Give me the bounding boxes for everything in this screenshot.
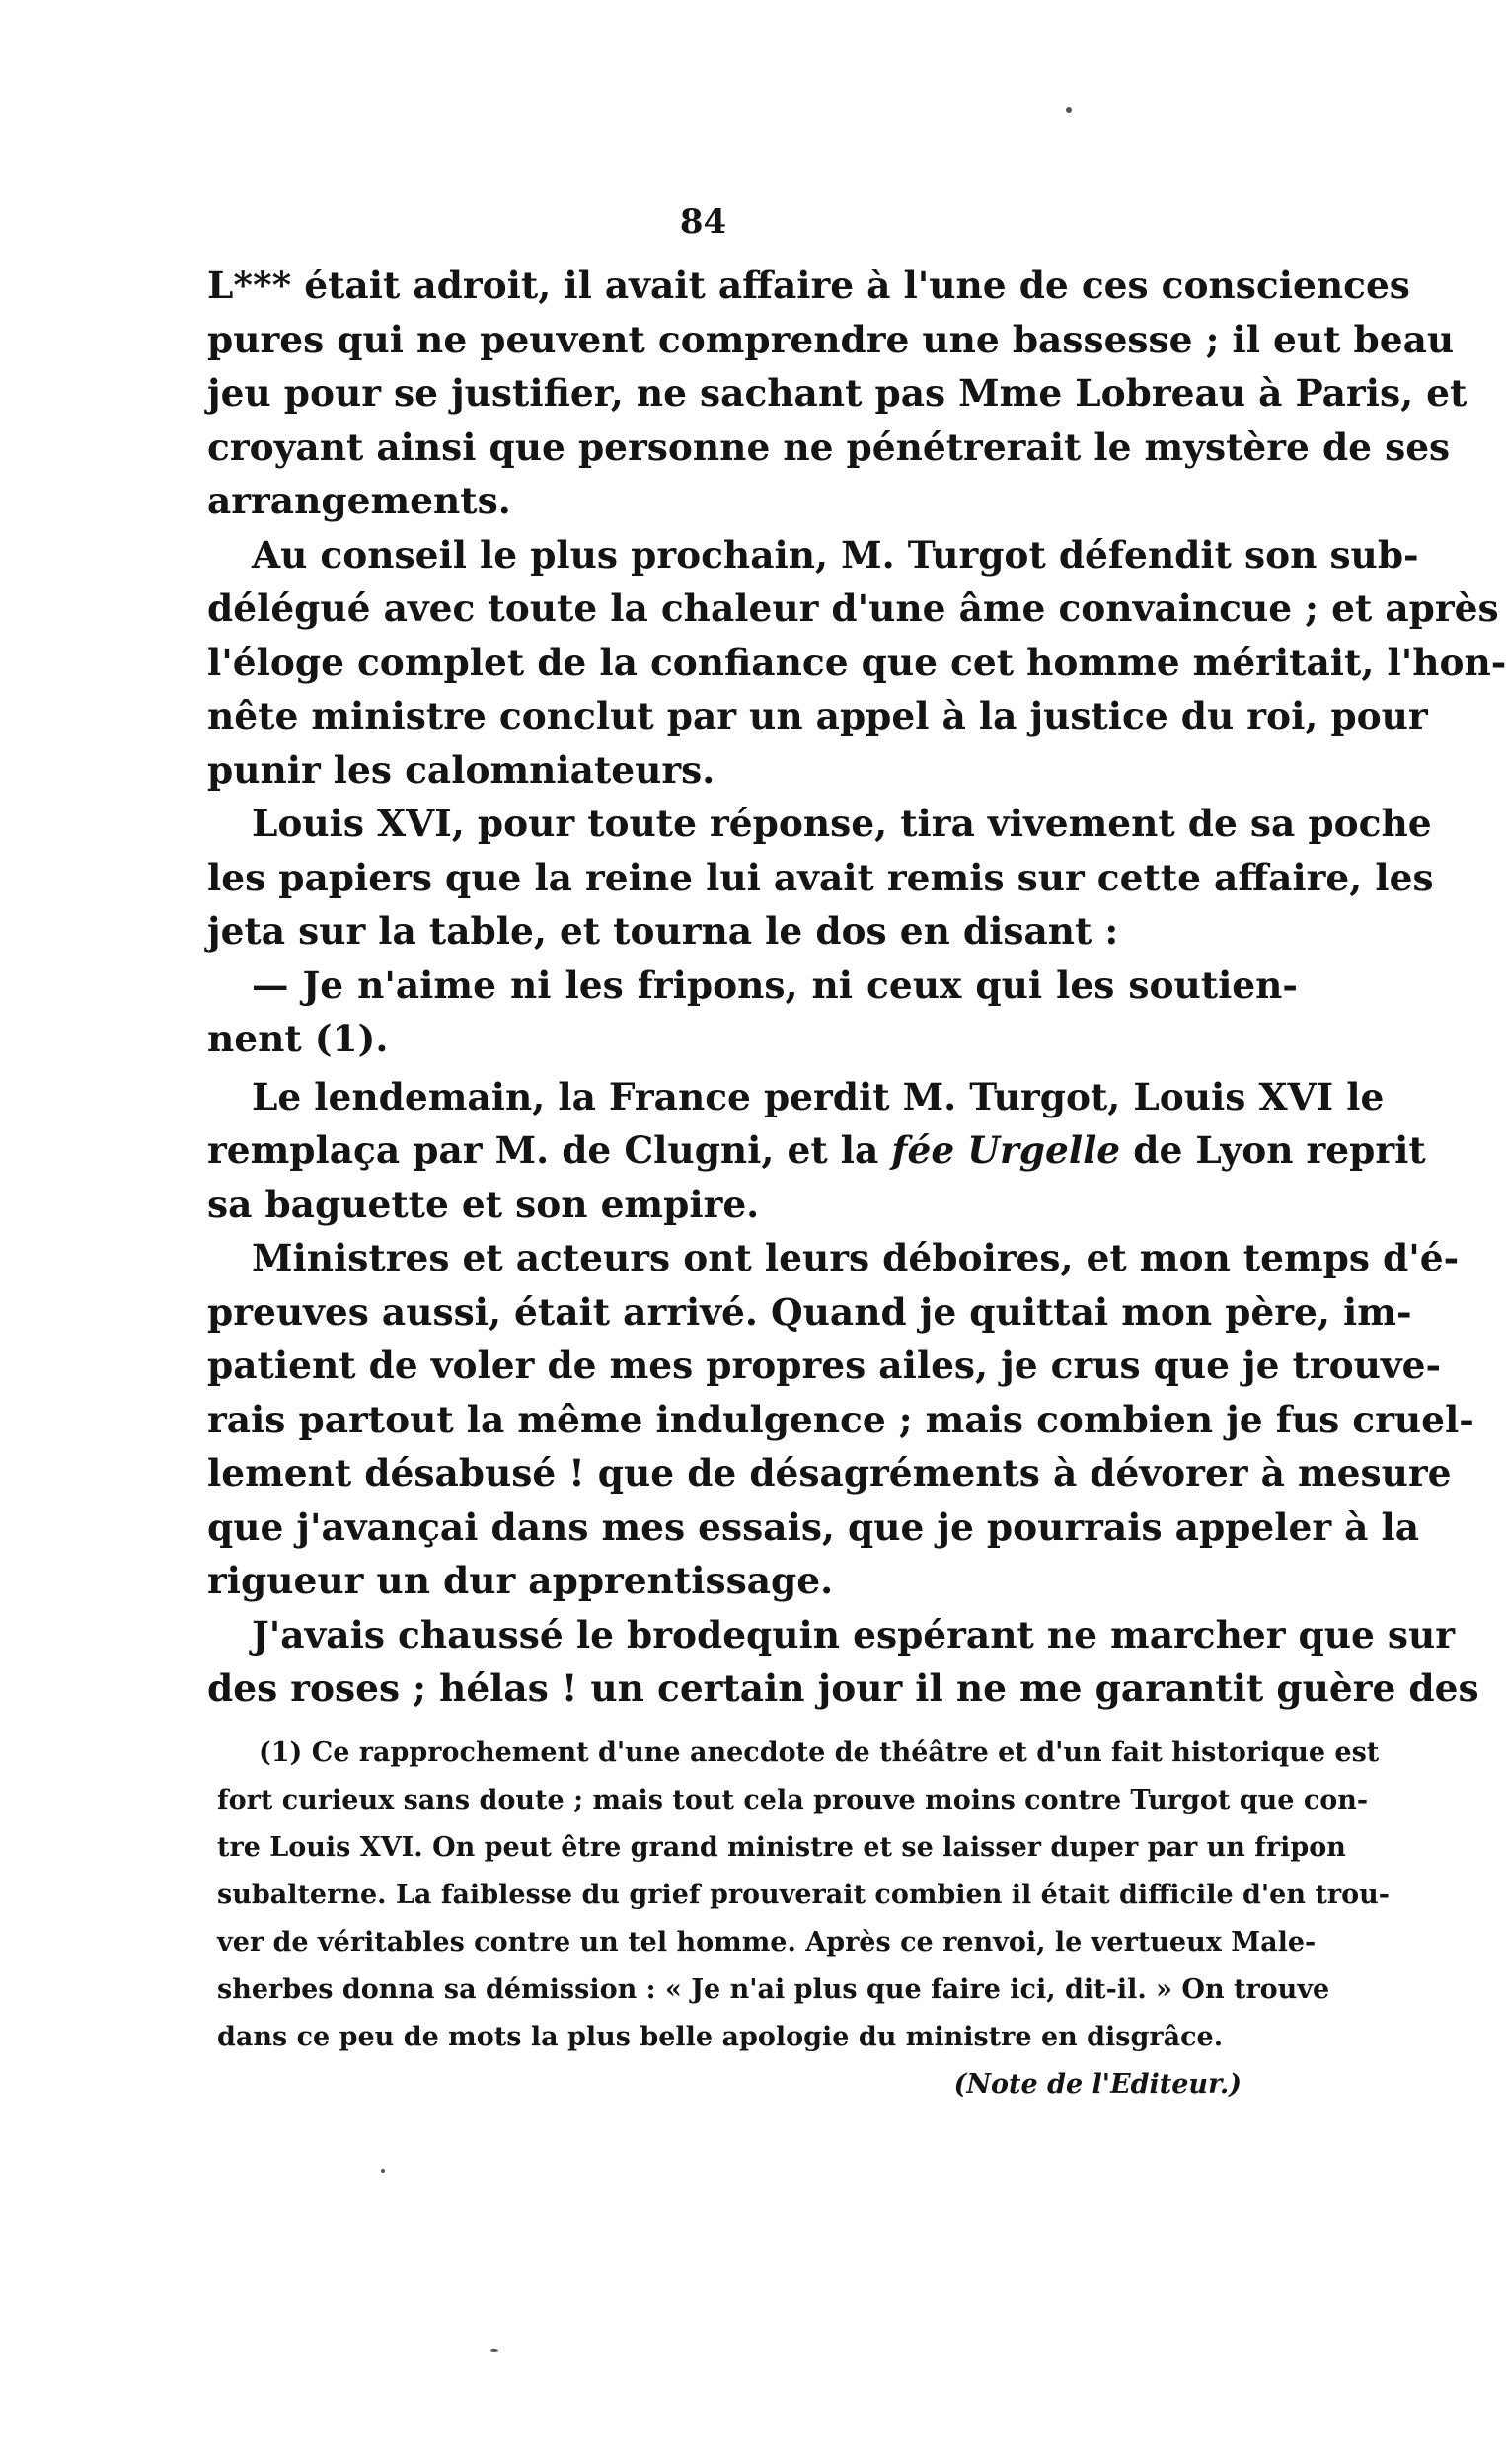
text-line: arrangements. (207, 479, 511, 522)
text-line: — Je n'aime ni les fripons, ni ceux qui les soutien- (252, 962, 1298, 1007)
text-line-with-italic (207, 1123, 1426, 1178)
text-line: que j'avançai dans mes essais, que je pourrais appeler à la (207, 1504, 1420, 1549)
footnote-line: subalterne. La faiblesse du grief prouverait combien il était difficile d'en trou- (217, 1880, 1390, 1910)
footnote-line: ver de véritables contre un tel homme. Après ce renvoi, le vertueux Male- (217, 1927, 1317, 1958)
main-text (207, 259, 1506, 1716)
ink-speck (381, 2169, 385, 2173)
text-line: nête ministre conclut par un appel à la justice du roi, pour (207, 694, 1428, 737)
footnote-line: (1) Ce rapprochement d'une anecdote de théâtre et d'un fait historique est (259, 1737, 1380, 1768)
text-line: punir les calomniateurs. (207, 747, 715, 792)
page-number: 84 (679, 202, 727, 242)
text-line: Au conseil le plus prochain, M. Turgot défendit son sub- (252, 532, 1419, 577)
text-line: les papiers que la reine lui avait remis sur cette affaire, les (207, 855, 1434, 899)
text-line: l'éloge complet de la confiance que cet homme méritait, l'hon- (207, 640, 1506, 684)
ink-speck (1066, 107, 1072, 113)
italic-title: fée Urgelle (891, 1128, 1121, 1172)
text-line: nent (1). (207, 1017, 389, 1060)
footnote-line: sherbes donna sa démission : « Je n'ai plus que faire ici, dit-il. » On trouve (217, 1974, 1330, 2005)
text-line: patient de voler de mes propres ailes, je crus que je trouve- (207, 1344, 1442, 1387)
text-line: Ministres et acteurs ont leurs déboires, et mon temps d'é- (252, 1236, 1460, 1279)
text-line: croyant ainsi que personne ne pénétrerait le mystère de ses (207, 424, 1451, 469)
text-line: Louis XVI, pour toute réponse, tira vivement de sa poche (252, 802, 1432, 845)
text-segment: de Lyon reprit (1133, 1128, 1426, 1172)
footnote-line: fort curieux sans doute ; mais tout cela prouve moins contre Turgot que con- (217, 1785, 1369, 1815)
footnote-signature: (Note de l'Editeur.) (953, 2069, 1242, 2100)
text-line: rais partout la même indulgence ; mais combien je fus cruel- (207, 1397, 1474, 1441)
text-line: délégué avec toute la chaleur d'une âme convaincue ; et après (207, 586, 1499, 630)
text-line: pures qui ne peuvent comprendre une bassesse ; il eut beau (207, 317, 1455, 361)
ink-speck (490, 2349, 498, 2352)
text-line: jeta sur la table, et tourna le dos en disant : (207, 909, 1119, 953)
text-segment: remplaça par M. de Clugni, et la (207, 1128, 879, 1172)
text-line: Le lendemain, la France perdit M. Turgot, Louis XVI le (252, 1074, 1385, 1118)
text-line: des roses ; hélas ! un certain jour il ne me garantit guère des (207, 1666, 1479, 1710)
footnote-line: tre Louis XVI. On peut être grand ministre et se laisser duper par un fripon (217, 1832, 1346, 1863)
text-line: sa baguette et son empire. (207, 1182, 760, 1226)
text-line: rigueur un dur apprentissage. (207, 1559, 834, 1602)
text-line: J'avais chaussé le brodequin espérant ne marcher que sur (252, 1612, 1456, 1656)
footnote-line: dans ce peu de mots la plus belle apologie du ministre en disgrâce. (217, 2022, 1224, 2052)
text-line: L*** était adroit, il avait affaire à l'une de ces consciences (207, 264, 1410, 307)
text-line: preuves aussi, était arrivé. Quand je quittai mon père, im- (207, 1289, 1412, 1334)
footnote (217, 1730, 1390, 2109)
text-line: jeu pour se justifier, ne sachant pas Mme Lobreau à Paris, et (207, 371, 1468, 415)
text-line: lement désabusé ! que de désagréments à dévorer à mesure (207, 1451, 1452, 1495)
